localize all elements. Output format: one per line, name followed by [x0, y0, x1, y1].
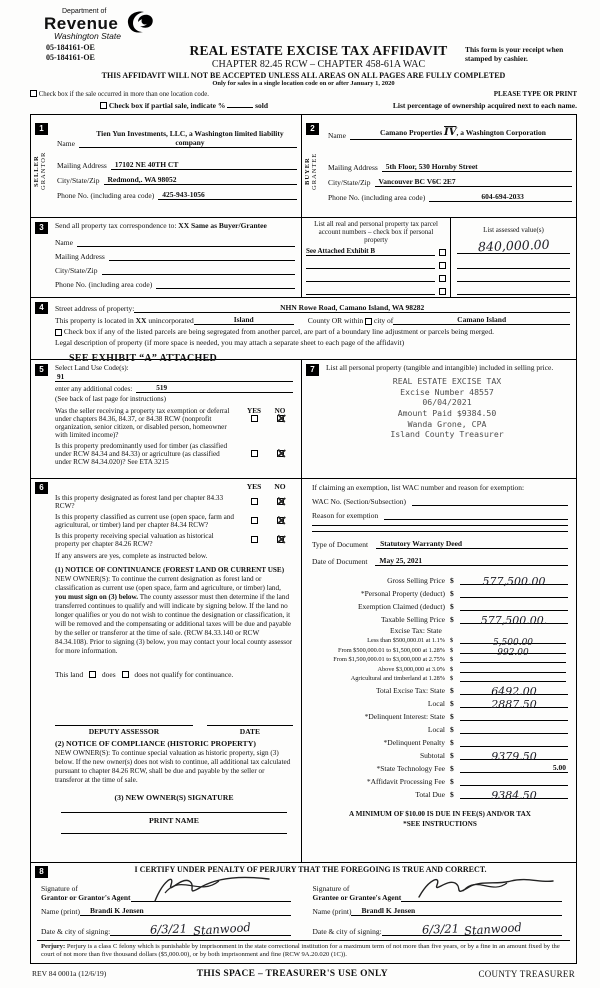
price-value-line[interactable] — [460, 748, 568, 764]
price-label: Total Due — [415, 790, 445, 800]
seller-phone-label: Phone No. (including area code) — [57, 190, 155, 200]
dollar-sign: $ — [450, 656, 454, 664]
stamp-excise-number: Excise Number 48557 — [395, 387, 499, 398]
price-row-9 — [312, 673, 568, 683]
partial-sale-checkbox[interactable] — [100, 102, 107, 109]
deputy-assessor-signature-line[interactable] — [55, 725, 193, 736]
price-value: 992.00 — [497, 647, 529, 658]
seller-side-label: SELLER — [33, 154, 40, 187]
perjury-label: Perjury: — [41, 942, 66, 950]
price-label: Above $3,000,000 at 3.0% — [377, 665, 445, 673]
grantee-date-label: Date & city of signing: — [312, 926, 382, 936]
price-row-8 — [312, 663, 568, 673]
price-value-line[interactable] — [460, 586, 568, 598]
price-row-10 — [312, 682, 568, 699]
page-subtitle: CHAPTER 82.45 RCW – CHAPTER 458-61A WAC — [211, 58, 426, 70]
buyer-city-value[interactable]: Vancouver BC V6C 2E7 — [375, 177, 573, 187]
see-instructions-note: *SEE INSTRUCTIONS — [403, 820, 477, 829]
buyer-name-label: Name — [328, 130, 346, 140]
legal-description-note: Legal description of property (if more space is needed, you may attach a separate sheet to each page of the affidavit) — [55, 337, 405, 347]
grantee-sig-label-2: Grantee or Grantee's Agent — [312, 892, 402, 902]
price-value-line[interactable] — [460, 722, 568, 734]
write-in-line-3[interactable] — [330, 448, 564, 449]
doc-date-value[interactable]: May 25, 2021 — [375, 556, 568, 566]
current-use-yes-checkbox[interactable] — [251, 517, 258, 524]
price-label: Gross Selling Price — [387, 575, 445, 585]
grantee-name-print-label: Name (print) — [312, 906, 352, 916]
price-row-16 — [312, 760, 568, 773]
partial-sale-row — [100, 101, 268, 110]
dollar-sign: $ — [450, 777, 454, 787]
timber-question: Is this property predominantly used for timber (as classified under RCW 84.34 and 84.33) or agriculture (as classified under RCW 84.34.020)? See ETA 3215 — [55, 441, 228, 466]
price-row-18 — [312, 786, 568, 803]
current-use-question: Is this property classified as current use (open space, farm and agricultural, or timber) land per chapter 84.34 RCW? — [55, 512, 235, 529]
logo-revenue: Revenue — [44, 14, 119, 33]
stamp-date: 06/04/2021 — [417, 397, 476, 408]
this-land-label: This land — [55, 669, 84, 679]
dollar-sign: $ — [450, 699, 454, 709]
corr-city-blank[interactable] — [102, 274, 296, 275]
wac-label: WAC No. (Section/Subsection) — [312, 496, 406, 506]
buyer-phone-value[interactable]: 604-694-2033 — [429, 192, 572, 202]
dollar-sign: $ — [450, 751, 454, 761]
does-not-label: does not qualify for continuance. — [134, 669, 234, 679]
historic-yes-checkbox[interactable] — [251, 536, 258, 543]
price-value-line[interactable] — [460, 573, 568, 588]
receipt-note: This form is your receipt when stamped by cashier. — [465, 44, 564, 63]
dollar-sign: $ — [450, 764, 454, 774]
q2-no-checkbox[interactable] — [277, 450, 284, 457]
grantor-name-print-label: Name (print) — [41, 906, 80, 916]
street-address-label: Street address of property: — [55, 303, 135, 313]
new-owner-signature-label: (3) NEW OWNER(S) SIGNATURE — [114, 792, 234, 802]
no-header-6: NO — [274, 481, 286, 491]
corr-city-label: City/State/Zip — [55, 265, 98, 275]
q1-no-checkbox[interactable] — [277, 415, 284, 422]
dollar-sign: $ — [450, 675, 454, 683]
located-unincorporated: unincorporated — [148, 315, 194, 325]
buyer-mailing-label: Mailing Address — [328, 162, 378, 172]
personal-property-section — [301, 360, 576, 478]
street-address-value[interactable]: NHN Rowe Road, Camano Island, WA 98282 — [134, 303, 570, 313]
price-row-7 — [312, 654, 568, 664]
price-value-line[interactable] — [460, 735, 568, 747]
grantor-signature-block — [37, 876, 299, 936]
assessed-line-4[interactable] — [457, 286, 570, 295]
price-row-11 — [312, 695, 568, 712]
form-number-1: 05-184161-OE — [46, 42, 95, 52]
continuance-bold: you must sign on (3) below. — [55, 592, 139, 601]
compliance-body: NEW OWNER(S): To continue special valuation as historic property, sign (3) below. If the new owner(s) does not wish to continue, all additional tax calculated pursuant to chapter 84.26 RCW, shall be due and payable by the seller or transferor at the time of sale. — [55, 748, 291, 784]
dollar-sign: $ — [450, 601, 454, 611]
deputy-assessor-label: DEPUTY ASSESSOR — [88, 726, 160, 736]
assessed-values-column — [450, 218, 576, 297]
grantee-name-value[interactable]: Brandl K Jensen — [351, 906, 562, 916]
continuance-body-1: NEW OWNER(S): To continue the current designation as forest land or classification as current use (open space, farm and agriculture, or timber) land, — [55, 574, 281, 592]
compliance-title: (2) NOTICE OF COMPLIANCE (HISTORIC PROPERTY) — [55, 738, 256, 748]
tax-computation-section — [301, 479, 576, 862]
seller-mailing-label: Mailing Address — [57, 160, 107, 170]
doc-type-value[interactable]: Statutory Warranty Deed — [376, 539, 568, 549]
assessed-line-3[interactable] — [457, 273, 570, 282]
price-label: Taxable Selling Price — [380, 614, 445, 624]
type-or-print-label: PLEASE TYPE OR PRINT — [493, 89, 577, 98]
property-address-section — [31, 297, 576, 364]
price-label: Agricultural and timberland at 1.28% — [350, 675, 445, 683]
price-row-3 — [312, 611, 568, 627]
buyer-side-label: BUYER — [304, 156, 311, 185]
excise-tax-state-header: Excise Tax: State — [390, 625, 442, 635]
price-row-15 — [312, 747, 568, 764]
parcel-numbers-column — [302, 218, 450, 297]
segregated-note: Check box if any of the listed parcels are being segregated from another parcel, are part of a boundary line adjustment or parcels being merged. — [63, 326, 494, 336]
corr-mailing-label: Mailing Address — [55, 251, 105, 261]
seller-name-label: Name — [57, 138, 75, 148]
seller-city-label: City/State/Zip — [57, 175, 100, 185]
grantee-sig-label-1: Signature of — [312, 883, 350, 893]
stamp-treasurer-title: Island County Treasurer — [385, 429, 508, 440]
does-checkbox[interactable] — [89, 671, 96, 678]
reason-label: Reason for exemption — [312, 510, 379, 520]
price-row-2 — [312, 598, 568, 611]
parcel-exhibit-b[interactable]: See Attached Exhibit B — [306, 247, 435, 256]
price-row-0 — [312, 572, 568, 588]
price-value-line[interactable] — [460, 696, 568, 712]
dollar-sign: $ — [450, 686, 454, 696]
corr-name-blank[interactable] — [77, 246, 295, 247]
corr-name-label: Name — [55, 237, 73, 247]
yes-header-6: YES — [246, 481, 262, 491]
form-revision: REV 84 0001a (12/6/19) — [32, 969, 107, 979]
buyer-section — [301, 115, 576, 217]
city-of-label: city of — [373, 315, 394, 325]
deputy-date-line[interactable] — [207, 725, 293, 736]
price-value: 5,500.00 — [492, 638, 534, 649]
grantor-city-value: Stanwood — [192, 919, 251, 938]
grantor-side-label: GRANTOR — [40, 151, 47, 190]
dollar-sign: $ — [450, 665, 454, 673]
assessed-header: List assessed value(s) — [483, 225, 544, 234]
corr-phone-label: Phone No. (including area code) — [55, 279, 153, 289]
grantee-side-label: GRANTEE — [311, 151, 318, 190]
grantee-city-value: Stanwood — [463, 919, 523, 938]
forest-yes-checkbox[interactable] — [251, 498, 258, 505]
price-row-12 — [312, 708, 568, 721]
continuance-title: (1) NOTICE OF CONTINUANCE (FOREST LAND OR CURRENT USE) — [55, 565, 285, 574]
located-xx[interactable]: XX — [135, 315, 147, 325]
price-value: 577,500.00. — [480, 613, 548, 627]
section-4-badge: 4 — [35, 302, 48, 314]
city-checkbox[interactable] — [365, 318, 372, 325]
does-label: does — [101, 669, 116, 679]
price-label: Subtotal — [419, 751, 445, 761]
buyer-mailing-value[interactable]: 5th Floor, 530 Hornby Street — [382, 162, 572, 172]
doc-type-label: Type of Document — [312, 539, 369, 549]
tax-correspondence-section — [31, 218, 301, 297]
assessed-value-1: 840,000.00 — [477, 236, 550, 254]
price-value-line[interactable] — [460, 612, 568, 627]
price-label: Exemption Claimed (deduct) — [357, 601, 445, 611]
exemption-header: If claiming an exemption, list WAC number and reason for exemption: — [312, 482, 525, 492]
q2-yes-checkbox[interactable] — [251, 450, 258, 457]
price-value-line[interactable] — [460, 761, 568, 773]
dollar-sign: $ — [450, 588, 454, 598]
reason-blank-2[interactable] — [312, 525, 568, 526]
additional-codes-label: enter any additional codes: — [55, 384, 133, 393]
price-row-6 — [312, 644, 568, 658]
parcel-blank-2[interactable] — [306, 260, 435, 269]
price-label: From $1,500,000.01 to $3,000,000 at 2.75% — [333, 656, 445, 664]
same-as-buyer-value[interactable]: XX Same as Buyer/Grantee — [178, 220, 267, 230]
send-correspondence-label: Send all property tax correspondence to: — [55, 220, 177, 230]
price-value-line[interactable] — [460, 665, 566, 673]
additional-codes-value[interactable]: 519 — [136, 384, 293, 393]
grantee-date-value: 6/3/21 — [421, 921, 459, 937]
city-value[interactable]: Camano Island — [393, 315, 570, 325]
forest-no-checkbox[interactable] — [277, 498, 284, 505]
price-label: *Delinquent Penalty — [383, 738, 445, 748]
parcel-checkbox-4[interactable] — [439, 288, 446, 295]
minimum-fee-note: A MINIMUM OF $10.00 IS DUE IN FEE(S) AND/OR TAX — [349, 810, 531, 819]
treasurer-space-label: THIS SPACE – TREASURER'S USE ONLY — [196, 968, 388, 979]
certification-section — [31, 862, 576, 963]
dor-logo — [44, 8, 577, 41]
located-pre: This property is located in — [55, 315, 134, 325]
wac-blank[interactable] — [412, 505, 568, 506]
grantor-date-label: Date & city of signing: — [41, 926, 111, 936]
forest-land-question: Is this property designated as forest land per chapter 84.33 RCW? — [55, 493, 224, 510]
assessed-line-2[interactable] — [457, 260, 570, 269]
section-7-badge: 7 — [306, 364, 319, 376]
price-value: 2887.50 — [491, 698, 537, 712]
dollar-sign: $ — [450, 712, 454, 722]
section-3-badge: 3 — [35, 222, 48, 234]
price-label: Less than $500,000.01 at 1.1% — [367, 637, 445, 645]
buyer-name-value[interactable] — [350, 127, 572, 140]
parcel-blank-3[interactable] — [306, 273, 435, 282]
dollar-sign: $ — [450, 637, 454, 645]
price-value: 5.00 — [552, 763, 566, 773]
form-number-2: 05-184161-OE — [46, 53, 95, 63]
price-rows — [312, 572, 568, 803]
price-value-line[interactable] — [460, 709, 568, 721]
parcel-checkbox-3[interactable] — [439, 275, 446, 282]
buyer-name-pre: Camano Properties — [379, 127, 443, 137]
single-location-note: Only for sales in a single location code on or after January 1, 2020 — [212, 79, 395, 87]
price-value-line[interactable] — [460, 655, 566, 663]
corr-mailing-blank[interactable] — [109, 260, 295, 261]
stamp-amount-paid: Amount Paid $9384.50 — [393, 408, 502, 419]
price-label: Local — [427, 725, 445, 735]
section-1-badge: 1 — [35, 123, 48, 135]
certify-statement: I CERTIFY UNDER PENALTY OF PERJURY THAT THE FOREGOING IS TRUE AND CORRECT. — [134, 864, 487, 874]
historic-question: Is this property receiving special valuation as historical property per chapter 84.26 RCW? — [55, 531, 214, 548]
grantor-sig-label-2: Grantor or Grantor's Agent — [41, 892, 131, 902]
warning-line: THIS AFFIDAVIT WILL NOT BE ACCEPTED UNLESS ALL AREAS ON ALL PAGES ARE FULLY COMPLETED — [101, 70, 506, 80]
seller-phone-value[interactable]: 425-943-1056 — [158, 190, 297, 200]
write-in-line-4[interactable] — [330, 468, 564, 469]
price-label: Total Excise Tax: State — [375, 686, 445, 696]
county-value[interactable]: Island — [194, 315, 294, 325]
price-value-line[interactable] — [460, 774, 568, 786]
grantor-name-value[interactable]: Brandi K Jensen — [80, 906, 291, 916]
ownership-note: List percentage of ownership acquired next to each name. — [392, 100, 577, 110]
grantee-signature-block — [299, 876, 571, 936]
price-value: 577,500.00 — [482, 574, 546, 588]
grantor-date-value: 6/3/21 — [149, 921, 188, 937]
yes-header-5: YES — [247, 406, 261, 415]
price-row-5 — [312, 635, 568, 649]
exhibit-a-value: SEE EXHIBIT “A” ATTACHED — [69, 352, 218, 364]
price-row-14 — [312, 734, 568, 747]
grantor-date-line[interactable] — [110, 919, 290, 938]
land-use-value[interactable]: 91 — [55, 373, 293, 382]
dollar-sign: $ — [450, 614, 454, 624]
reason-blank-1[interactable] — [384, 519, 568, 520]
multi-location-row — [30, 90, 209, 98]
price-value-line[interactable] — [460, 787, 568, 803]
reason-blank-3[interactable] — [312, 531, 568, 532]
buyer-name-post: , a Washington Corporation — [456, 127, 546, 137]
dollar-sign: $ — [450, 725, 454, 735]
treasurer-stamp — [326, 376, 568, 440]
price-value: 6492.00 — [491, 685, 537, 699]
parcel-checkbox-1[interactable] — [439, 249, 446, 256]
multi-location-checkbox[interactable] — [30, 90, 37, 97]
land-use-section — [31, 360, 301, 472]
grantee-signature[interactable] — [401, 876, 562, 902]
parcel-checkbox-2[interactable] — [439, 262, 446, 269]
instructions-note: (See back of last page for instructions) — [55, 394, 166, 403]
buyer-phone-label: Phone No. (including area code) — [328, 192, 426, 202]
price-value-line[interactable] — [460, 674, 566, 682]
perjury-note — [37, 940, 570, 963]
deputy-date-label: DATE — [239, 726, 261, 736]
dollar-sign: $ — [450, 575, 454, 585]
price-label: *Affidavit Processing Fee — [366, 777, 445, 787]
price-value-line[interactable] — [460, 683, 568, 699]
dollar-sign: $ — [450, 646, 454, 654]
stamp-title: REAL ESTATE EXCISE TAX — [388, 376, 506, 387]
price-label: *Delinquent Interest: State — [364, 712, 445, 722]
corr-phone-blank[interactable] — [156, 288, 295, 289]
assessed-line-1[interactable] — [457, 238, 570, 254]
grantor-signature[interactable] — [131, 876, 291, 902]
price-row-17 — [312, 773, 568, 786]
seller-section — [31, 115, 301, 217]
q1-yes-checkbox[interactable] — [251, 415, 258, 422]
perjury-body: Perjury is a class C felony which is punishable by imprisonment in the state correctional institution for a maximum term of not more than five years, or by a fine in an amount fixed by the court of not more than five thousand dollars ($5,000.00), or by both imprisonment and fine (RCW 9A.20.020 (1C)). — [41, 942, 560, 959]
print-name-label: PRINT NAME — [149, 815, 199, 825]
continuance-body-2: The county assessor must then determine if the land transferred continues to qualify and will indicate by signing below. If the land no longer qualifies or you do not wish to continue the designation or classification, it will be removed and the compensating or additional taxes will be due and payable by the seller or transferor at the time of sale. (RCW 84.33.140 or RCW 84.34.108). Prior to signing (3) below, you may contact your local county assessor for more information. — [55, 592, 293, 655]
dor-swoosh-icon — [124, 10, 154, 39]
county-treasurer-label: COUNTY TREASURER — [478, 968, 575, 979]
grantee-date-line[interactable] — [382, 919, 562, 938]
partial-sale-percent-blank[interactable] — [227, 107, 253, 108]
parcel-blank-4[interactable] — [306, 286, 435, 295]
section-2-badge: 2 — [306, 123, 319, 135]
buyer-city-label: City/State/Zip — [328, 177, 371, 187]
print-name-line[interactable] — [61, 833, 287, 834]
price-label: *Personal Property (deduct) — [360, 588, 445, 598]
grantee-signature-scribble — [411, 871, 561, 905]
seller-name-value[interactable]: Tien Yun Investments, LLC, a Washington limited liability company — [79, 129, 297, 148]
seller-city-value[interactable]: Redmond,. WA 98052 — [104, 175, 298, 185]
section-6-badge: 6 — [35, 482, 48, 494]
personal-property-label: List all personal property (tangible and intangible) included in selling price. — [326, 362, 554, 372]
grantor-sig-label-1: Signature of — [41, 883, 78, 893]
grantor-signature-scribble — [141, 871, 291, 905]
seller-exemption-question: Was the seller receiving a property tax exemption or deferral under chapters 84.36, 84.37, or 84.38 RCW (nonprofit organization, senior citizen, or disabled person, homeowner with limited income)? — [55, 406, 230, 439]
partial-sale-label: Check box if partial sale, indicate % — [108, 100, 226, 110]
dollar-sign: $ — [450, 738, 454, 748]
price-row-13 — [312, 721, 568, 734]
price-value: 9379.50 — [491, 750, 537, 764]
buyer-name-handwritten-iv: $\overline{IV}$ — [444, 126, 457, 138]
parcel-header: List all real and personal property tax parcel account numbers – check box if personal property — [314, 219, 438, 245]
price-row-1 — [312, 585, 568, 598]
price-value-line[interactable] — [460, 599, 568, 611]
price-value-line[interactable] — [460, 636, 566, 649]
county-or-label: County OR within — [307, 315, 364, 325]
dollar-sign: $ — [450, 790, 454, 800]
logo-dept-of: Department of — [62, 8, 107, 15]
seller-mailing-value[interactable]: 17102 NE 40TH CT — [111, 160, 297, 170]
multi-location-label: Check box if the sale occurred in more than one location code. — [38, 90, 209, 98]
new-owner-signature-line[interactable] — [61, 812, 287, 813]
classification-section — [31, 479, 301, 862]
logo-state: Washington State — [54, 31, 121, 41]
segregated-checkbox[interactable] — [55, 329, 62, 336]
land-use-label: Select Land Use Code(s): — [55, 363, 129, 372]
if-yes-note: If any answers are yes, complete as instructed below. — [55, 551, 208, 560]
page-title: REAL ESTATE EXCISE TAX AFFIDAVIT — [189, 42, 448, 58]
stamp-treasurer-name: Wanda Grone, CPA — [403, 419, 492, 430]
price-value: 9384.50 — [491, 789, 537, 803]
current-use-no-checkbox[interactable] — [277, 517, 284, 524]
price-label: Local — [427, 699, 445, 709]
historic-no-checkbox[interactable] — [277, 536, 284, 543]
price-label: From $500,000.01 to $1,500,000 at 1.28% — [337, 646, 445, 654]
doc-date-label: Date of Document — [312, 556, 368, 566]
partial-sale-suffix: sold — [255, 100, 269, 110]
price-value-line[interactable] — [460, 646, 566, 658]
section-5-badge: 5 — [35, 364, 48, 376]
price-label: *State Technology Fee — [376, 764, 445, 774]
does-not-checkbox[interactable] — [122, 671, 129, 678]
section-8-badge: 8 — [35, 866, 48, 878]
